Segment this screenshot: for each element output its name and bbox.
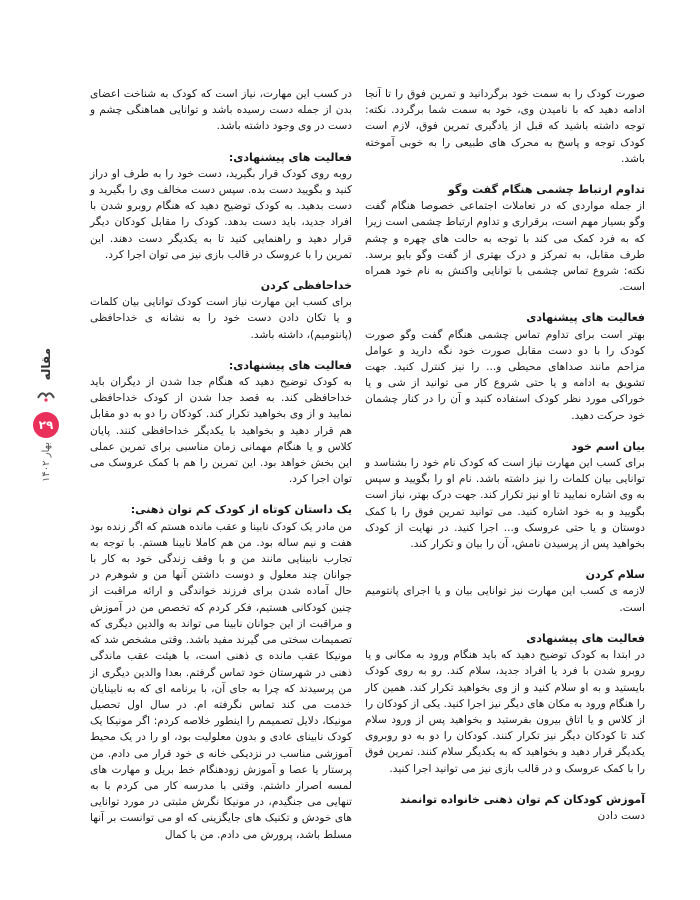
paragraph: من مادر یک کودک نابینا و عقب مانده هستم که اگر زنده بود هفت و نیم ساله بود. من هم کاملا نابینا هستم. با توجه به تجارب نابینایی مانند من و با وقف زندگی خود به کار با جوانان چند معلول و دوست داشتن آنها من و شوهرم در حال آماده شدن برای فرزند خواندگی و ارائه مراقبت از چنین کودکانی هستیم، فکر کردم که تخصص من در آموزش و مراقبت از این جوانان نابینا می تواند به والدین دیگری که تصمیمات سختی می گیرند مفید باشد. وقتی مشخص شد که مونیکا عقب مانده ی ذهنی است، با هیئت عقب ماندگی ذهنی در شهرستان خود تماس گرفتم. بعدا والدین دیگری از من پرسیدند که چرا به جای آن، با برنامه ای که به نابینایان خدمت می کند تماس نگرفته ام. در سال اول تحصیل مونیکا، دلایل تصمیمم را اینطور خلاصه کردم: اگر مونیکا یک کودک نابینای عادی و بدون معلولیت بود، او را در یک محیط آموزشی مناسب در نزدیکی خانه ی خود قرار می دادم. من پرستار یا عصا و آموزش زودهنگام خط بریل و مهارت های لمسه اصرار داشتم. وقتی با مدرسه کار می کردم با به تنهایی می جنگیدم، در مونیکا نگرش مثبتی در مورد توانایی های خودش و تکنیک های جایگزینی که او می توانست بر آنها مسلط باشد، پرورش می دادم. من با کمال [89, 520, 352, 841]
section-heading: فعالیت های پیشنهادی [526, 311, 645, 325]
paragraph: در ابتدا به کودک توضیح دهید که باید هنگام ورود به مکانی و یا روبرو شدن با فرد یا افراد جدید، سلام کند. رو به روی کودک بایستید و به او سلام کنید و از وی بخواهید تکرار کند. همین کار را هنگام ورود به مکان های دیگر نیز اجرا کنید. یکی از کودکان را از کلاس و یا اتاق بیرون بفرستید و بخواهید پس از ورود سلام کند تا کودکان دیگر نیز تکرار کنند. کودکان را دو به دو روبروی یکدیگر قرار دهید و بخواهید که به یکدیگر سلام کنند. تمرین فوق را با کمک عروسک و در قالب بازی نیز می توانید اجرا کنید. [365, 649, 645, 775]
paragraph: از جمله مواردی که در تعاملات اجتماعی خصوصا هنگام گفت وگو بسیار مهم است، برقراری و تداوم ارتباط چشمی است زیرا که به فرد کمک می کند با توجه به حالت های چهره و چشم طرف مقابل، به تمرکز و درک بهتری از گفت وگو بایو برسد. نکته: شروع تماس چشمی با توانایی واکنش به نام خود همراه است. [365, 200, 645, 294]
paragraph: به کودک توضیح دهید که هنگام جدا شدن از دیگران باید خداحافظی کند. به قصد جدا شدن از کودک خداحافظی نمایید و از وی بخواهید تکرار کند. کودکان را دو به دو مقابل هم قرار دهید و بخواهید با یکدیگر خداحافظی کنند. پایان کلاس و یا هنگام مهمانی زمان مناسبی برای تمرین عملی این بخش خواهد بود. این تمرین را هم با کمک عروسک می توان اجرا کرد. [90, 376, 352, 486]
page-number: ۲۹ [33, 412, 59, 438]
paragraph: در کسب این مهارت، نیاز است که کودک به شناخت اعضای بدن از جمله دست رسیده باشد و توانایی هماهنگی چشم و دست در وی وجود داشته باشد. [90, 88, 352, 133]
section-heading: خداحافظی کردن [260, 279, 352, 293]
paragraph: برای کسب این مهارت نیاز است که کودک نام خود را بشناسد و توانایی بیان کلمات را نیز داشته باشد. نام او را بگویید و سپس به وی اشاره نمایید تا او نیز تکرار کند. جهت درک بهتر، نیاز است بگویید و به خود اشاره کنید. می توانید تمرین فوق را با کمک دوستان و یا حتی عروسک و... اجرا کنید. در نهایت از کودک بخواهید پس از پرسیدن نامش، آن را بیان و تکرار کند. [365, 457, 645, 551]
paragraph: برای کسب این مهارت نیاز است کودک توانایی بیان کلمات و یا تکان دادن دست خود را به نشانه ی خداحافظی (پانتومیم)، داشته باشد. [90, 296, 352, 341]
section-label: مقاله [39, 348, 53, 381]
section-heading: تداوم ارتباط چشمی هنگام گفت وگو [447, 183, 645, 197]
right-column [365, 86, 645, 839]
section-heading: فعالیت های پیشنهادی [526, 631, 645, 645]
paragraph: صورت کودک را به سمت خود برگردانید و تمرین فوق را تا آنجا ادامه دهید که با نامیدن وی، خود به سمت شما برگردد. نکته: توجه داشته باشید که قبل از یادگیری تمرین فوق، لازم است کودک توجه و پاسخ به محرک های طبیعی را به خوبی آموخته باشد. [365, 88, 645, 165]
section-heading: فعالیت های پیشنهادی: [228, 358, 352, 372]
section-heading: بیان اسم خود [571, 439, 645, 453]
section-heading: یک داستان کوتاه از کودک کم توان ذهنی: [130, 503, 352, 517]
left-column [90, 86, 352, 858]
paragraph: لازمه ی کسب این مهارت نیز توانایی بیان و یا اجرای پانتومیم است. [365, 585, 645, 614]
section-heading: آموزش کودکان کم توان ذهنی خانواده توانمند [399, 792, 645, 806]
magazine-logo-icon [35, 386, 57, 404]
page-sidebar [26, 348, 66, 482]
section-heading: فعالیت های پیشنهادی: [228, 150, 352, 164]
paragraph: روبه روی کودک قرار بگیرید، دست خود را به طرف او دراز کنید و بگویید دست بده. سپس دست مخالف وی را بگیرید و دست بدهید. به کودک توضیح دهید که هنگام روبرو شدن با افراد جدید، باید دست بدهد. کودک را مقابل کودکان دیگر قرار دهید و راهنمایی کنید تا به یکدیگر دست دهند. این تمرین را با عروسک در قالب بازی نیز می توان اجرا کرد. [90, 167, 352, 261]
section-heading: سلام کردن [585, 568, 645, 582]
issue-season: بهار ۱۴۰۲ [40, 442, 52, 483]
paragraph: بهتر است برای تداوم تماس چشمی هنگام گفت وگو صورت کودک را با دو دست مقابل صورت خود نگه دارید و عوامل مزاحم مانند صداهای محیطی و... را نیز کنترل کنید. جهت تشویق به ادامه و یا حتی شروع کار می توانید از شی و یا خوراکی مورد نظر کودک استفاده کنید و آن را در کنار چشمان خود حرکت دهید. [365, 328, 645, 422]
paragraph: دست دادن [597, 809, 645, 822]
